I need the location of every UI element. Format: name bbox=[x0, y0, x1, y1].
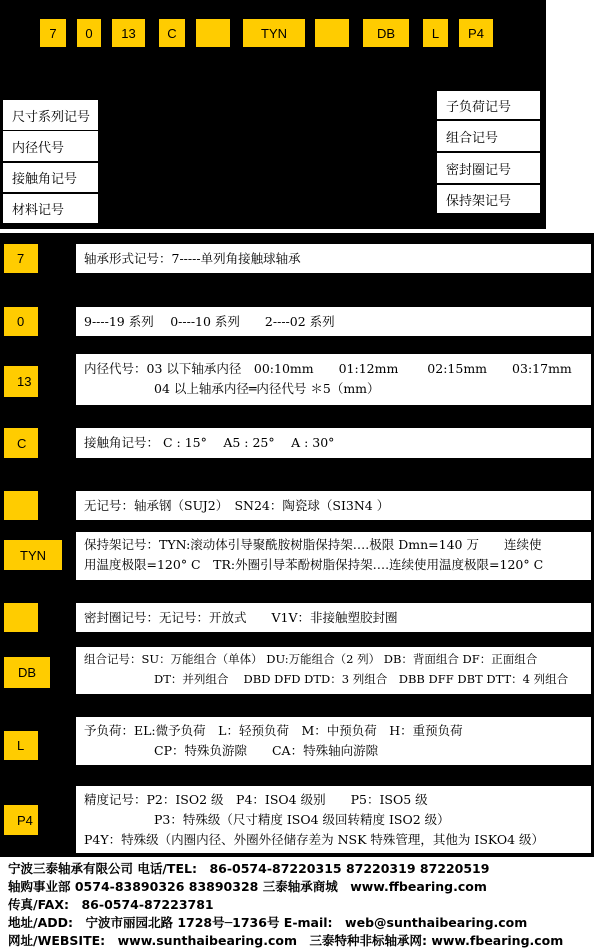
footer-line-fax: 传真/FAX: 86-0574-87223781 bbox=[8, 897, 214, 912]
label-bore-code: 内径代号 bbox=[2, 130, 99, 162]
label-material: 材料记号 bbox=[2, 193, 99, 224]
row-description bbox=[76, 354, 591, 405]
row-line: DT：并列组合 DBD DFD DTD：3 列组合 DBB DFF DBT DTT：4 列组合 bbox=[154, 672, 569, 686]
row-description bbox=[76, 428, 591, 458]
label-size-series: 尺寸系列记号 bbox=[2, 99, 99, 131]
row-code: TYN bbox=[4, 540, 62, 570]
code-box-precision: P4 bbox=[459, 19, 493, 47]
row-line: P3：特殊级（尺寸精度 ISO4 级回转精度 ISO2 级） bbox=[154, 812, 450, 827]
row-line: 04 以上轴承内径═内径代号 ＊5（mm） bbox=[154, 381, 380, 396]
row-line: 接触角记号： C : 15° A5 : 25° A : 30° bbox=[84, 435, 335, 450]
code-box-material bbox=[196, 19, 230, 47]
row-line: 轴承形式记号：7-----单列角接触球轴承 bbox=[84, 251, 301, 266]
row-code: DB bbox=[4, 657, 50, 688]
footer-line-website: 网址/WEBSITE: www.sunthaibearing.com 三泰特种非标轴承网: www.fbearing.com bbox=[8, 933, 564, 948]
code-box-series: 0 bbox=[77, 19, 101, 47]
row-description bbox=[76, 603, 591, 632]
row-line: 无记号：轴承钢（SUJ2） SN24：陶瓷球（SI3N4 ） bbox=[84, 498, 390, 513]
row-description bbox=[76, 532, 591, 580]
row-code: 7 bbox=[4, 244, 38, 273]
code-box-contact-angle: C bbox=[159, 19, 185, 47]
row-line: 精度记号：P2：ISO2 级 P4：ISO4 级别 P5：ISO5 级 bbox=[84, 792, 428, 807]
label-seal: 密封圈记号 bbox=[436, 152, 541, 184]
code-box-seal bbox=[315, 19, 349, 47]
row-line: 予负荷：EL:微予负荷 L：轻预负荷 M：中预负荷 H：重预负荷 bbox=[84, 723, 463, 738]
footer-line-sales: 轴购事业部 0574-83890326 83890328 三泰轴承商城 www.ffbearing.com bbox=[8, 879, 487, 894]
footer-line-company: 宁波三泰轴承有限公司 电话/TEL: 86-0574-87220315 87220319 87220519 bbox=[8, 861, 490, 876]
label-contact-angle: 接触角记号 bbox=[2, 162, 99, 193]
label-cage: 保持架记号 bbox=[436, 184, 541, 214]
row-line: 组合记号：SU：万能组合（单体） DU:万能组合（2 列） DB：背面组合 DF：正面组合 bbox=[84, 652, 538, 666]
row-description bbox=[76, 244, 591, 273]
footer-line-address: 地址/ADD: 宁波市丽园北路 1728号─1736号 E-mail: web@sunthaibearing.com bbox=[8, 915, 528, 930]
row-code: C bbox=[4, 428, 38, 458]
row-code: 13 bbox=[4, 366, 38, 397]
label-preload: 子负荷记号 bbox=[436, 90, 541, 120]
row-description bbox=[76, 786, 591, 853]
row-code bbox=[4, 603, 38, 632]
row-line: 用温度极限=120° C TR:外圈引导苯酚树脂保持架….连续使用温度极限=120° C bbox=[84, 557, 544, 572]
row-line: CP：特殊负游隙 CA：特殊轴向游隙 bbox=[154, 743, 379, 758]
row-code: L bbox=[4, 731, 38, 760]
code-box-combination: DB bbox=[363, 19, 409, 47]
company-footer bbox=[0, 857, 606, 949]
row-description bbox=[76, 647, 591, 694]
row-description bbox=[76, 307, 591, 336]
code-box-bore: 13 bbox=[112, 19, 145, 47]
row-code: P4 bbox=[4, 805, 38, 835]
row-code bbox=[4, 491, 38, 520]
row-description bbox=[76, 491, 591, 520]
row-line: 密封圈记号：无记号：开放式 V1V：非接触塑胶封圈 bbox=[84, 610, 398, 625]
row-line: 内径代号：03 以下轴承内径 00:10mm 01:12mm 02:15mm 03:17mm bbox=[84, 361, 572, 376]
row-description bbox=[76, 717, 591, 765]
row-code: 0 bbox=[4, 307, 38, 336]
code-box-type: 7 bbox=[40, 19, 66, 47]
row-line: 9----19 系列 0----10 系列 2----02 系列 bbox=[84, 314, 335, 329]
row-line: 保持架记号：TYN:滚动体引导聚酰胺树脂保持架….极限 Dmn=140 万 连续使 bbox=[84, 537, 542, 552]
row-line: P4Y：特殊级（内圈内径、外圈外径储存差为 NSK 特殊管理，其他为 ISKO4 级） bbox=[84, 832, 545, 847]
label-combination: 组合记号 bbox=[436, 120, 541, 152]
code-box-cage: TYN bbox=[243, 19, 305, 47]
code-box-preload: L bbox=[423, 19, 448, 47]
